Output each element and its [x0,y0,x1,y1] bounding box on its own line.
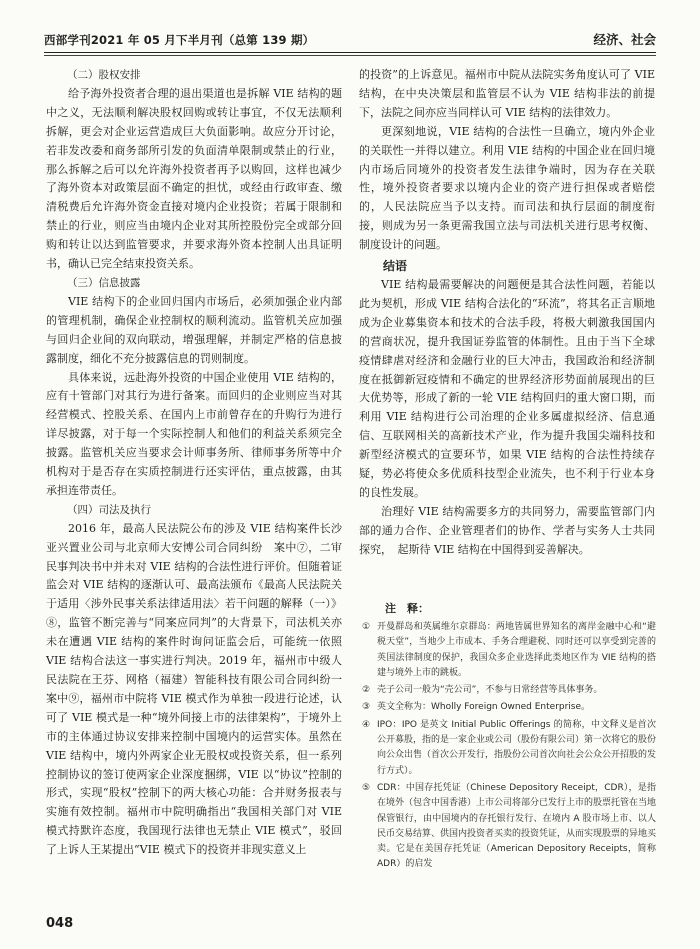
footnote-text: CDR：中国存托凭证（Chinese Depository Receipt，CDR），是指在境外（包含中国香港）上市公司将部分已发行上市的股票托管在当地保管银行，由中国境内的存托银行发行、在境内 A 股市场上市、以人民币交易结算、供国内投资者买卖的投资凭证，从而实现股票的异地买卖。它是在美国存托凭证（American Depository Receipts，简称 ADR）的启发 [377,782,657,870]
footnote-text: 英文全称为：Wholly Foreign Owned Enterprise。 [377,702,591,713]
footnote-number: ④ [362,719,371,730]
footnote-text: 壳子公司一般为“壳公司”，不参与日常经营等具体事务。 [377,685,603,696]
subheading-equity: （二）股权安排 [67,69,141,81]
footnote-item [362,781,656,873]
footnote-number: ⑤ [362,782,371,793]
page-number: 048 [46,916,74,931]
journal-issue [44,32,314,48]
notes-heading: 注 释： [385,602,429,615]
paragraph: VIE 结构最需要解决的问题便是其合法性问题，若能以此为契机，形成 VIE 结构合法化的“环流”，将其名正言顺地成为企业募集资本和技术的合法手段，将极大刺激我国国内的营商状况，提升我国证券监管的体制性。且由于当下全球疫情肆虐对经济和金融行业的巨大冲击，我国政治和经济制度在抵御新冠疫情和不确定的世界经济形势面前展现出的巨大优势等，形成了新的一轮 VIE 结构回归的重大窗口期，而利用 VIE 结构进行公司治理的企业多属虚拟经济、信息通信、互联网相关的高新技术产业，作为提升我国尖端科技和新型经济模式的宣要环节，如果 VIE 结构的合法性持续存疑，势必将使众多优质科技型企业流失，也不利于行业本身的良性发展。 [359,277,655,499]
paragraph: VIE 结构下的企业回归国内市场后，必须加强企业内部的管理机制，确保企业控制权的顺利流动。监管机关应加强与回归企业间的双向联动，增强理解，并制定严格的信息披露制度，细化不充分披露信息的罚则制度。 [46,294,342,365]
footnote-item [362,683,656,698]
section-label: 经济、社会 [593,32,656,47]
header-rule [44,52,656,53]
subheading-disclosure: （三）信息披露 [67,276,141,289]
footnote-number: ③ [362,702,371,713]
paragraph: 具体来说，远赴海外投资的中国企业使用 VIE 结构的，应有十管部门对其行为进行备案。而回归的企业则应当对其经营模式、控股关系、在国内上市前曾存在的升购行为进行详尽披露，对于每一个实际控制人和他们的利益关系须完全披露。监管机关应当要求会计师事务所、律师事务所等中介机构对于是否存在实质控制进行还实评估，重点披露，由其承担连带责任。 [46,370,342,497]
paragraph: 治理好 VIE 结构需要多方的共同努力，需要监管部门内部的通力合作、企业管理者们的协作、学者与实务人士共同探究， 起斯待 VIE 结构在中国得到妥善解决。 [359,504,655,556]
footnote-number: ① [362,622,371,632]
paragraph-continued: 的投资”的上诉意见。福州市中院从法院实务角度认可了 VIE 结构，在中央决策层和监管层不认为 VIE 结构非法的前提下，法院之间亦应当同样认可 VIE 结构的法律效力。 [359,68,655,119]
footnote-text: IPO：IPO 是英文 Initial Public Offerings 的简称，中文释义是首次公开募股，指的是一家企业或公司（股份有限公司）第一次将它的股份向公众出售（首次公开发行，指股份公司首次向社会公众公开招股的发行方式）。 [377,719,657,776]
conclusion-heading: 结语 [383,259,408,274]
footnote-number: ② [362,685,371,696]
issue-info: 2021 年 05 月下半月刊（总第 139 期） [90,33,315,47]
footnote-item [362,620,656,681]
footnote-item [362,700,656,715]
footnotes [362,620,656,875]
paragraph: 更深刻地说，VIE 结构的合法性一旦确立，境内外企业的关联性一并得以建立。利用 VIE 结构的中国企业在回归境内市场后同境外的投资者发生法律争端时，因为存在关联性，境外投资者要求以境内企业的资产进行担保或者赔偿的，人民法院应当予以支持。而司法和执行层面的制度衔接，则成为另一条更需我国立法与司法机关进行思考权衡、制度设计的问题。 [359,124,655,252]
paragraph: 2016 年，最高人民法院公布的涉及 VIE 结构案件长沙亚兴置业公司与北京师大安博公司合同纠纷 案中⑦，二审民事判决书中并未对 VIE 结构的合法性进行评价。但随着证监会对 VIE 结构的逐渐认可、最高法颁布《最高人民法院关于适用〈涉外民事关系法律适用法〉若干问题的解释（一）》⑧，监管不断完善与“同案应同判”的大背景下，司法机关亦未在遭遇 VIE 结构的案件时询问证监会后，可能统一依照 VIE 结构合法这一事实进行判决。2019 年，福州市中级人民法院在王芬、网格（福建）智能科技有限公司合同纠纷一案中⑨，福州市中院将 VIE 模式作为单独一段进行论述，认可了 VIE 模式是一种“境外间接上市的法律架构”，于境外上市的主体通过协议安排来控制中国境内的运营实体。虽然在 VIE 结构中，境内外两家企业无股权或投资关系，但一系列控制协议的签订使两家企业深度捆绑，VIE 以“协议”控制的形式，实现“股权”控制下的两大核心功能：合并财务报表与实施有效控制。福州市中院明确指出“我国相关部门对 VIE 模式持默许态度，我国现行法律也无禁止 VIE 模式”，驳回了上诉人王某提出“VIE 模式下的投资并非现实意义上 [46,521,342,857]
right-column [359,66,655,560]
left-column [46,66,342,860]
footnote-item [362,718,656,779]
footnote-text: 开曼群岛和英属维尔京群岛：两地皆属世界知名的离岸金融中心和“避税天堂”，当地少上市成本、手务合理避税、同时还可以享受到完善的英国法律制度的保护，我国众多企业选择此类地区作为 VIE 结构的搭建与境外上市的跳板。 [377,622,656,678]
paragraph: 给予海外投资者合理的退出渠道也是拆解 VIE 结构的题中之义，无法顺利解决股权回购或转让事宜，不仅无法顺利拆解，更会对企业运营造成巨大负面影响。故应分开讨论，若非发改委和商务部所引发的负面清单限制或禁止的行业，那么拆解之后可以允许海外投资者再予以购回，这样也减少了海外资本对政策层面不确定的担忧，或经由行政审查、缴清税费后允许海外资金直接对境内企业投资；若属于限制和禁止的行业，则应当由境内企业对其所控股份完全或部分回购和转让以达到监管要求，并要求海外资本控制人出具证明书，确认已完全结束投资关系。 [46,86,342,271]
journal-logo: 西部学刊 [44,33,91,47]
header-rule-thin [44,55,656,56]
page-header [44,22,656,48]
subheading-judicial: （四）司法及执行 [67,503,151,516]
